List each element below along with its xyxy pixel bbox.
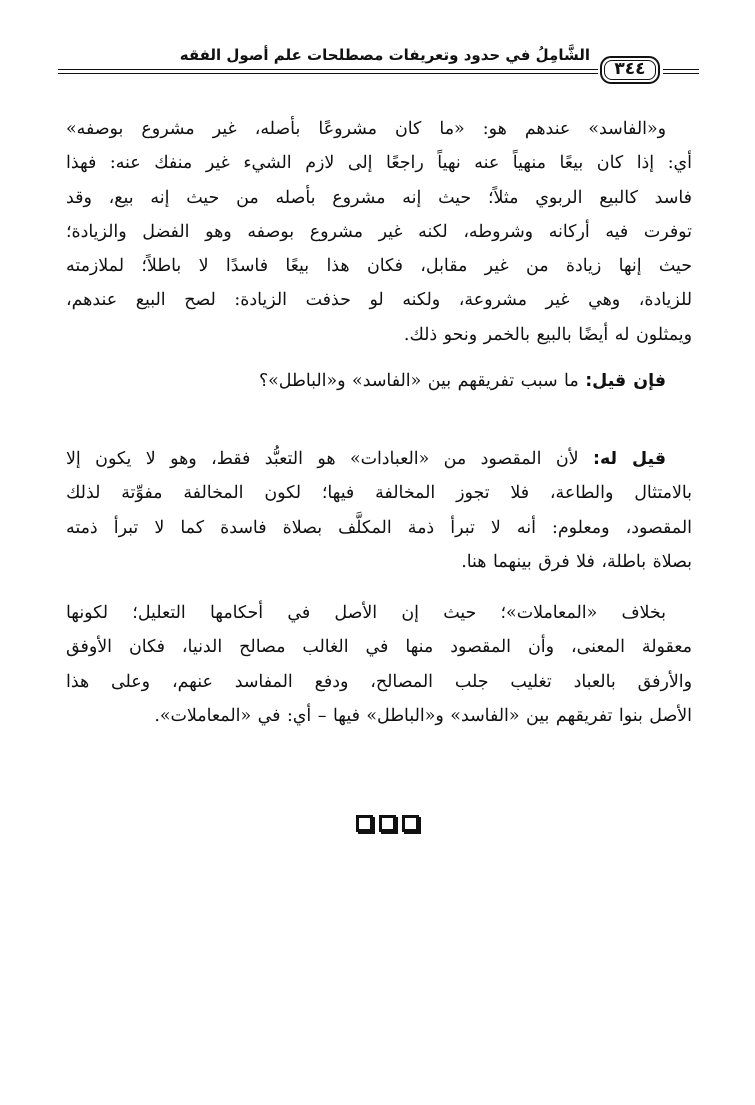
text-line: معقولة المعنى، وأن المقصود منها في الغالب مصالح الدنيا، فكان الأوفق: [66, 637, 692, 658]
paragraph-fasid-definition: [66, 112, 692, 352]
square-ornament-icon: [356, 815, 373, 832]
text-line: [66, 442, 692, 476]
question-lead: فإن قيل:: [585, 371, 666, 391]
text-line: للزيادة، وهي غير مشروعة، ولكنه لو حذفت الزيادة: لصح البيع عندهم،: [66, 290, 692, 311]
text-line: والأرفق بالعباد تغليب جلب المصالح، ودفع المفاسد عنهم، وعلى هذا: [66, 671, 692, 692]
paragraph-answer: [66, 442, 692, 579]
text-line: المقصود، ومعلوم: أنه لا تبرأ ذمة المكلَّف بصلاة فاسدة كما لا تبرأ ذمته: [66, 517, 692, 538]
text-line: الأصل بنوا تفريقهم بين «الفاسد» و«الباطل» فيها – أي: في «المعاملات».: [154, 705, 692, 726]
text-line: [66, 364, 692, 398]
text-line: توفرت فيه أركانه وشروطه، لكنه غير مشروع بوصفه وهو الفضل والزيادة؛: [66, 221, 692, 242]
page-number: ٣٤٤: [600, 56, 660, 84]
header-rule-bottom: [58, 73, 598, 74]
text-line: أي: إذا كان بيعًا منهياً عنه نهياً راجعًا إلى لازم الشيء غير منفك عنه: فهذا: [66, 153, 692, 174]
paragraph-muamalat: [66, 596, 692, 733]
section-end-ornament: [343, 815, 431, 837]
question-text: ما سبب تفريقهم بين «الفاسد» و«الباطل»؟: [258, 371, 579, 391]
text-line: بخلاف «المعاملات»؛ حيث إن الأصل في أحكامها التعليل؛ لكونها: [66, 603, 666, 623]
text-line: حيث إنها زيادة من غير مقابل، فكان هذا بيعًا فاسدًا لا باطلاً؛ لملازمته: [66, 256, 692, 277]
answer-text: لأن المقصود من «العبادات» هو التعبُّد فقط، وهو لا يكون إلا: [66, 449, 579, 469]
header-rule-right-bottom: [663, 73, 699, 74]
text-line: فاسد كالبيع الربوي مثلاً؛ حيث إنه مشروع بأصله من حيث إنه بيع، وقد: [66, 187, 692, 208]
header-rule-top: [58, 69, 598, 70]
text-line: و«الفاسد» عندهم هو: «ما كان مشروعًا بأصله، غير مشروع بوصفه»: [66, 119, 666, 139]
square-ornament-icon: [402, 815, 419, 832]
text-line: ويمثلون له أيضًا بالبيع بالخمر ونحو ذلك.: [403, 324, 692, 345]
header-rule-right-top: [663, 69, 699, 70]
running-header-title: الشَّامِلُ في حدود وتعريفات مصطلحات علم أصول الفقه: [179, 46, 590, 64]
answer-lead: قيل له:: [593, 449, 666, 469]
paragraph-question: [66, 364, 692, 398]
square-ornament-icon: [379, 815, 396, 832]
text-line: بالامتثال والطاعة، فلا تجوز المخالفة فيها؛ لكون المخالفة مفوِّتة لذلك: [66, 483, 692, 504]
text-line: بصلاة باطلة، فلا فرق بينهما هنا.: [461, 551, 692, 572]
